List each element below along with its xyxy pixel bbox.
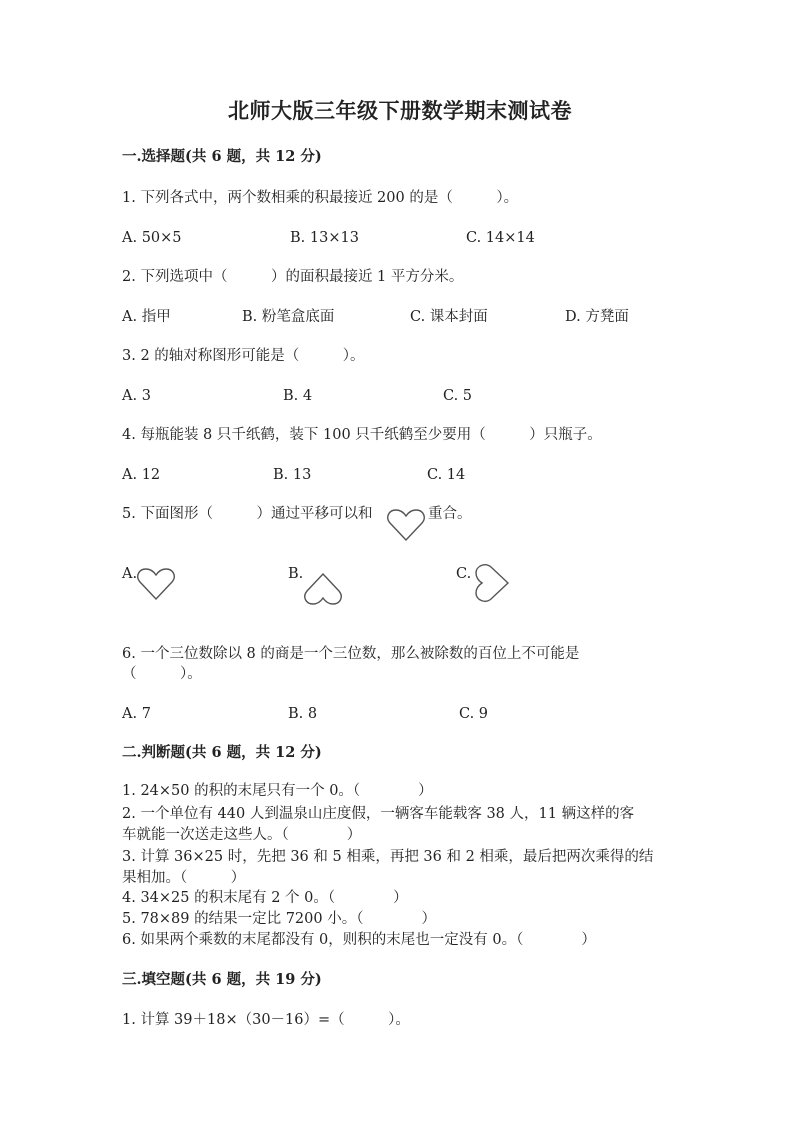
q4-option-b: B. 13	[273, 467, 312, 483]
q3-option-b: B. 4	[283, 388, 313, 404]
judgement-line: 4. 34×25 的积末尾有 2 个 0。（ ）	[122, 890, 408, 906]
judgement-line: 3. 计算 36×25 时，先把 36 和 5 相乘，再把 36 和 2 相乘，最后把两次乘得的结	[122, 849, 654, 865]
judgement-line: 2. 一个单位有 440 人到温泉山庄度假，一辆客车能载客 38 人，11 辆这样的客	[122, 806, 635, 822]
question-1-stem: 1. 下列各式中，两个数相乘的积最接近 200 的是（ ）。	[122, 190, 519, 206]
q1-option-c: C. 14×14	[466, 230, 535, 246]
question-3-stem: 3. 2 的轴对称图形可能是（ ）。	[122, 348, 365, 364]
section-heading-choice: 一.选择题(共 6 题，共 12 分)	[122, 148, 322, 165]
q3-option-c: C. 5	[443, 388, 473, 404]
question-6-stem-line2: （ ）。	[122, 666, 202, 682]
question-5-stem-after: 重合。	[428, 506, 472, 522]
q1-option-a: A. 50×5	[122, 230, 182, 246]
q3-option-a: A. 3	[122, 388, 151, 404]
q2-option-c: C. 课本封面	[410, 309, 488, 325]
q5-option-b: B.	[288, 566, 304, 582]
reference-heart-icon	[386, 507, 426, 543]
option-c-heart-icon	[471, 562, 511, 604]
section-heading-fill-blank: 三.填空题(共 6 题，共 19 分)	[122, 971, 322, 988]
q6-option-c: C. 9	[459, 706, 489, 722]
judgement-line: 车就能一次送走这些人。（ ）	[122, 827, 362, 843]
q6-option-b: B. 8	[288, 706, 318, 722]
option-a-heart-icon	[136, 566, 176, 602]
question-5-stem-before: 5. 下面图形（ ）通过平移可以和	[122, 506, 373, 522]
judgement-line: 6. 如果两个乘数的末尾都没有 0，则积的末尾也一定没有 0。（ ）	[122, 932, 596, 948]
section-heading-judgement: 二.判断题(共 6 题，共 12 分)	[122, 744, 322, 761]
q5-option-c: C.	[456, 566, 472, 582]
judgement-line: 1. 24×50 的积的末尾只有一个 0。（ ）	[122, 783, 433, 799]
q6-option-a: A. 7	[122, 706, 151, 722]
q2-option-a: A. 指甲	[122, 309, 171, 325]
q2-option-b: B. 粉笔盒底面	[242, 309, 335, 325]
q1-option-b: B. 13×13	[290, 230, 359, 246]
question-4-stem: 4. 每瓶能装 8 只千纸鹤，装下 100 只千纸鹤至少要用（ ）只瓶子。	[122, 427, 602, 443]
judgement-line: 果相加。（ ）	[122, 870, 246, 886]
q4-option-c: C. 14	[427, 467, 466, 483]
question-6-stem-line1: 6. 一个三位数除以 8 的商是一个三位数，那么被除数的百位上不可能是	[122, 646, 580, 662]
fill-question-1: 1. 计算 39＋18×（30－16）=（ ）。	[122, 1012, 410, 1028]
q4-option-a: A. 12	[122, 467, 161, 483]
q2-option-d: D. 方凳面	[565, 309, 629, 325]
q5-option-a: A.	[122, 566, 138, 582]
option-b-heart-icon	[302, 572, 344, 606]
judgement-line: 5. 78×89 的结果一定比 7200 小。（ ）	[122, 911, 436, 927]
page-title: 北师大版三年级下册数学期末测试卷	[228, 98, 572, 123]
question-2-stem: 2. 下列选项中（ ）的面积最接近 1 平方分米。	[122, 269, 464, 285]
